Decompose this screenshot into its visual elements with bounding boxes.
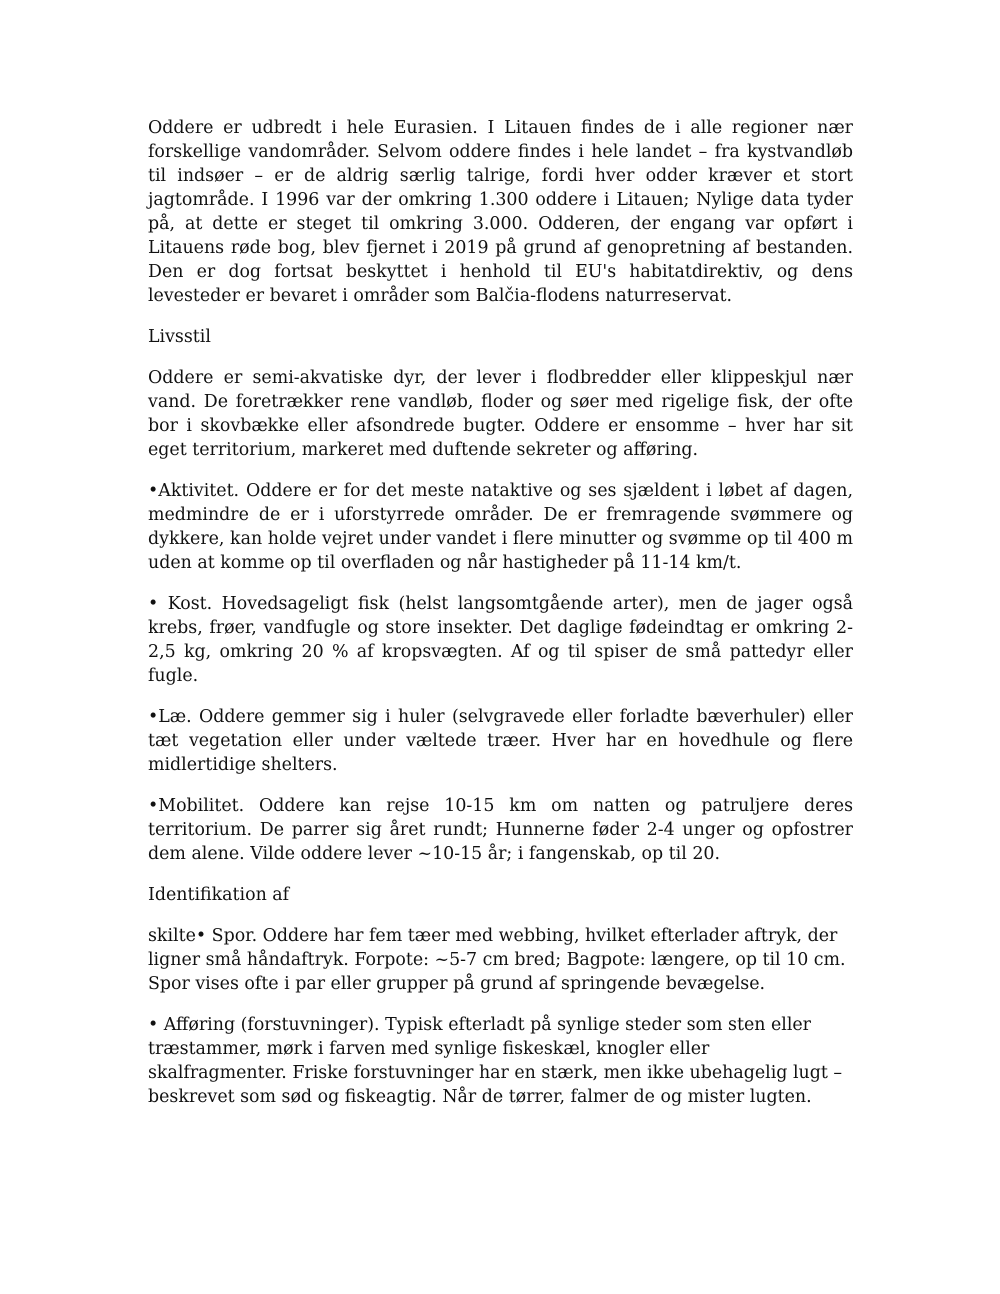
paragraph-droppings: • Afføring (forstuvninger). Typisk efterladt på synlige steder som sten eller træstammer, mørk i farven med synlige fiskeskæl, knogler eller skalfragmenter. Friske forstuvninger har en stærk, men ikke ubehagelig lugt – beskrevet som sød og fiskeagtig. Når de tørrer, falmer de og mister lugten. bbox=[148, 1015, 843, 1107]
paragraph-lifestyle: Oddere er semi-akvatiske dyr, der lever i flodbredder eller klippeskjul nær vand. De foretrækker rene vandløb, floder og søer med rigelige fisk, der ofte bor i skovbække eller afsondrede bugter. Oddere er ensomme – hver har sit eget territorium, markeret med duftende sekreter og afføring. bbox=[148, 368, 853, 460]
paragraph-activity: •Aktivitet. Oddere er for det meste nataktive og ses sjældent i løbet af dagen, medmindre de er i uforstyrrede områder. De er fremragende svømmere og dykkere, kan holde vejret under vandet i flere minutter og svømme op til 400 m uden at komme op til overfladen og når hastigheder på 11-14 km/t. bbox=[148, 481, 853, 573]
paragraph-mobility: •Mobilitet. Oddere kan rejse 10-15 km om natten og patruljere deres territorium. De parrer sig året rundt; Hunnerne føder 2-4 unger og opfostrer dem alene. Vilde oddere lever ~10-15 år; i fangenskab, op til 20. bbox=[148, 796, 853, 864]
paragraph-distribution: Oddere er udbredt i hele Eurasien. I Litauen findes de i alle regioner nær forskellige vandområder. Selvom oddere findes i hele landet – fra kystvandløb til indsøer – er de aldrig særlig talrige, fordi hver odder kræver et stort jagtområde. I 1996 var der omkring 1.300 oddere i Litauen; Nylige data tyder på, at dette er steget til omkring 3.000. Odderen, der engang var opført i Litauens røde bog, blev fjernet i 2019 på grund af genopretning af bestanden. Den er dog fortsat beskyttet i henhold til EU's habitatdirektiv, og dens levesteder er bevaret i områder som Balčia-flodens naturreservat. bbox=[148, 118, 853, 306]
paragraph-diet: • Kost. Hovedsageligt fisk (helst langsomtgående arter), men de jager også krebs, frøer, vandfugle og store insekter. Det daglige fødeindtag er omkring 2-2,5 kg, omkring 20 % af kropsvægten. Af og til spiser de små pattedyr eller fugle. bbox=[148, 594, 853, 686]
heading-livsstil: Livsstil bbox=[148, 327, 211, 347]
heading-identification: Identifikation af bbox=[148, 885, 290, 905]
paragraph-tracks: skilte• Spor. Oddere har fem tæer med webbing, hvilket efterlader aftryk, der ligner små håndaftryk. Forpote: ~5-7 cm bred; Bagpote: længere, op til 10 cm. Spor vises ofte i par eller grupper på grund af springende bevægelse. bbox=[148, 926, 846, 994]
document-page bbox=[148, 116, 853, 1126]
paragraph-shelter: •Læ. Oddere gemmer sig i huler (selvgravede eller forladte bæverhuler) eller tæt vegetation eller under væltede træer. Hver har en hovedhule og flere midlertidige shelters. bbox=[148, 707, 853, 775]
